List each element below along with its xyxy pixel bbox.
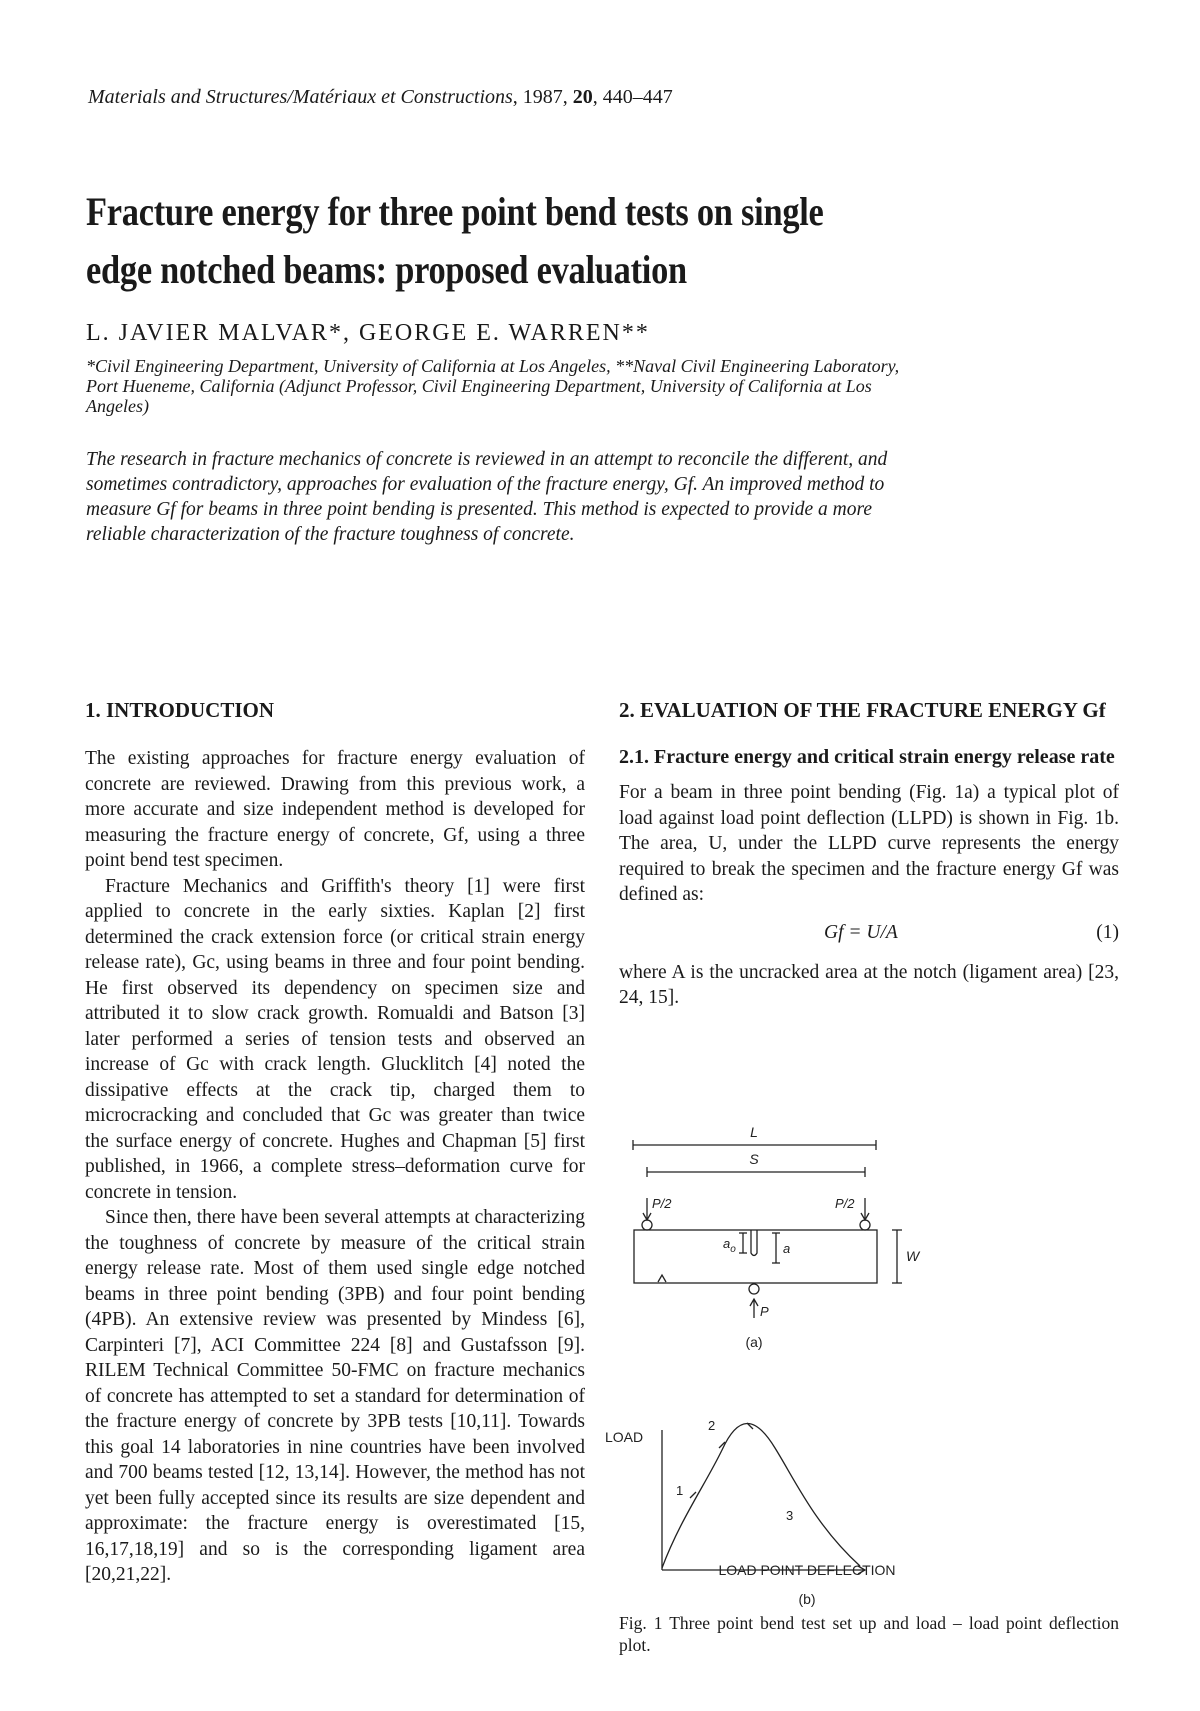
journal-name: Materials and Structures/Matériaux et Constructions	[88, 86, 513, 108]
journal-pages: , 440–447	[592, 86, 673, 108]
label-L: L	[750, 1124, 758, 1140]
journal-year: , 1987,	[512, 86, 573, 108]
journal-citation	[88, 86, 673, 109]
paragraph: where A is the uncracked area at the notch (ligament area) [23, 24, 15].	[619, 961, 1119, 1008]
equation: Gf = U/A	[824, 921, 898, 943]
label-a: a	[783, 1241, 791, 1256]
equation-row	[619, 920, 1119, 950]
label-W: W	[906, 1248, 920, 1264]
support-roller-right	[860, 1220, 870, 1230]
label-load: LOAD	[605, 1429, 644, 1445]
subsection-heading: 2.1. Fracture energy and critical strain energy release rate	[619, 746, 1115, 768]
equation-number: (1)	[1096, 921, 1119, 943]
abstract: The research in fracture mechanics of concrete is reviewed in an attempt to reconcile the different, and sometimes contradictory, approaches for evaluation of the fracture energy, Gf. An improved method to measure Gf for beams in three point bending is presented. This method is expected to provide a more reliable characterization of the fracture toughness of concrete.	[86, 449, 888, 545]
label-point-3: 3	[786, 1508, 794, 1523]
notch	[751, 1230, 757, 1256]
support-roller-left	[642, 1220, 652, 1230]
label-P2-right: P/2	[835, 1196, 855, 1211]
paragraph: For a beam in three point bending (Fig. 1a) a typical plot of load against load point deflection (LLPD) is shown in Fig. 1b. The area, U, under the LLPD curve represents the energy required to break the specimen and the fracture energy Gf was defined as:	[619, 782, 1119, 905]
affiliation: *Civil Engineering Department, University of California at Los Angeles, **Naval Civil Engineering Laboratory, Port Hueneme, California (Adjunct Professor, Civil Engineering Department, University of California at Los Angeles)	[86, 356, 900, 416]
label-point-2: 2	[708, 1418, 716, 1433]
paper-title: Fracture energy for three point bend tests on single edge notched beams: proposed evaluation	[86, 189, 824, 292]
figure-caption: Fig. 1 Three point bend test set up and load – load point deflection plot.	[619, 1613, 1119, 1655]
section-heading: 1. INTRODUCTION	[85, 698, 275, 722]
section-introduction	[85, 697, 585, 1588]
figure-1	[605, 1115, 950, 1607]
support-roller-bottom	[749, 1284, 759, 1294]
label-load-point-deflection: LOAD POINT DEFLECTION	[718, 1562, 896, 1578]
label-P: P	[760, 1304, 769, 1319]
paragraph: Since then, there have been several attempts at characterizing the toughness of concrete by measure of the critical strain energy release rate. Most of them used single edge notched beams in three point bending (3PB) and four point bending (4PB). An extensive review was presented by Mindess [6], Carpinteri [7], ACI Committee 224 [8] and Gustafsson [9]. RILEM Technical Committee 50-FMC on fracture mechanics of concrete has attempted to set a standard for determination of the fracture energy of concrete by 3PB tests [10,11]. Towards this goal 14 laboratories in nine countries have been involved and 700 beams tested [12, 13,14]. However, the method has not yet been fully accepted since its results are size dependent and approximate: the fracture energy is overestimated [15, 16,17,18,19] and so is the corresponding ligament area [20,21,22].	[85, 1207, 585, 1585]
label-P2-left: P/2	[652, 1196, 672, 1211]
label-a0: $a_o$	[723, 1236, 736, 1255]
arrowhead	[658, 1275, 666, 1282]
sublabel-a: (a)	[745, 1334, 763, 1350]
paragraph: Fracture Mechanics and Griffith's theory [1] were first applied to concrete in the early sixties. Kaplan [2] first determined the crack extension force (or critical strain energy release rate), Gc, using beams in three and four point bending. He first observed its dependency on specimen size and attributed it to slow crack growth. Romualdi and Batson [3] later performed a series of tension tests and observed an increase of Gc with crack length. Glucklitch [4] noted the dissipative effects at the crack tip, charged them to microcracking and concluded that Gc was greater than twice the surface energy of concrete. Hughes and Chapman [5] first published, in 1966, a complete stress–deformation curve for concrete in tension.	[85, 875, 585, 1203]
curve-tick-1	[690, 1492, 696, 1498]
section-heading: 2. EVALUATION OF THE FRACTURE ENERGY Gf	[619, 698, 1106, 722]
journal-volume: 20	[572, 86, 593, 108]
figure-1-drawing	[605, 1115, 950, 1607]
paragraph: The existing approaches for fracture energy evaluation of concrete are reviewed. Drawing from this previous work, a more accurate and size independent method is developed for measuring the fracture energy of concrete, Gf, using a three point bend test specimen.	[85, 748, 585, 871]
label-S: S	[749, 1151, 759, 1167]
beam	[634, 1230, 877, 1283]
section-evaluation	[619, 697, 1119, 1011]
authors: L. JAVIER MALVAR*, GEORGE E. WARREN**	[86, 320, 650, 346]
label-point-1: 1	[676, 1483, 684, 1498]
sublabel-b: (b)	[798, 1591, 816, 1607]
